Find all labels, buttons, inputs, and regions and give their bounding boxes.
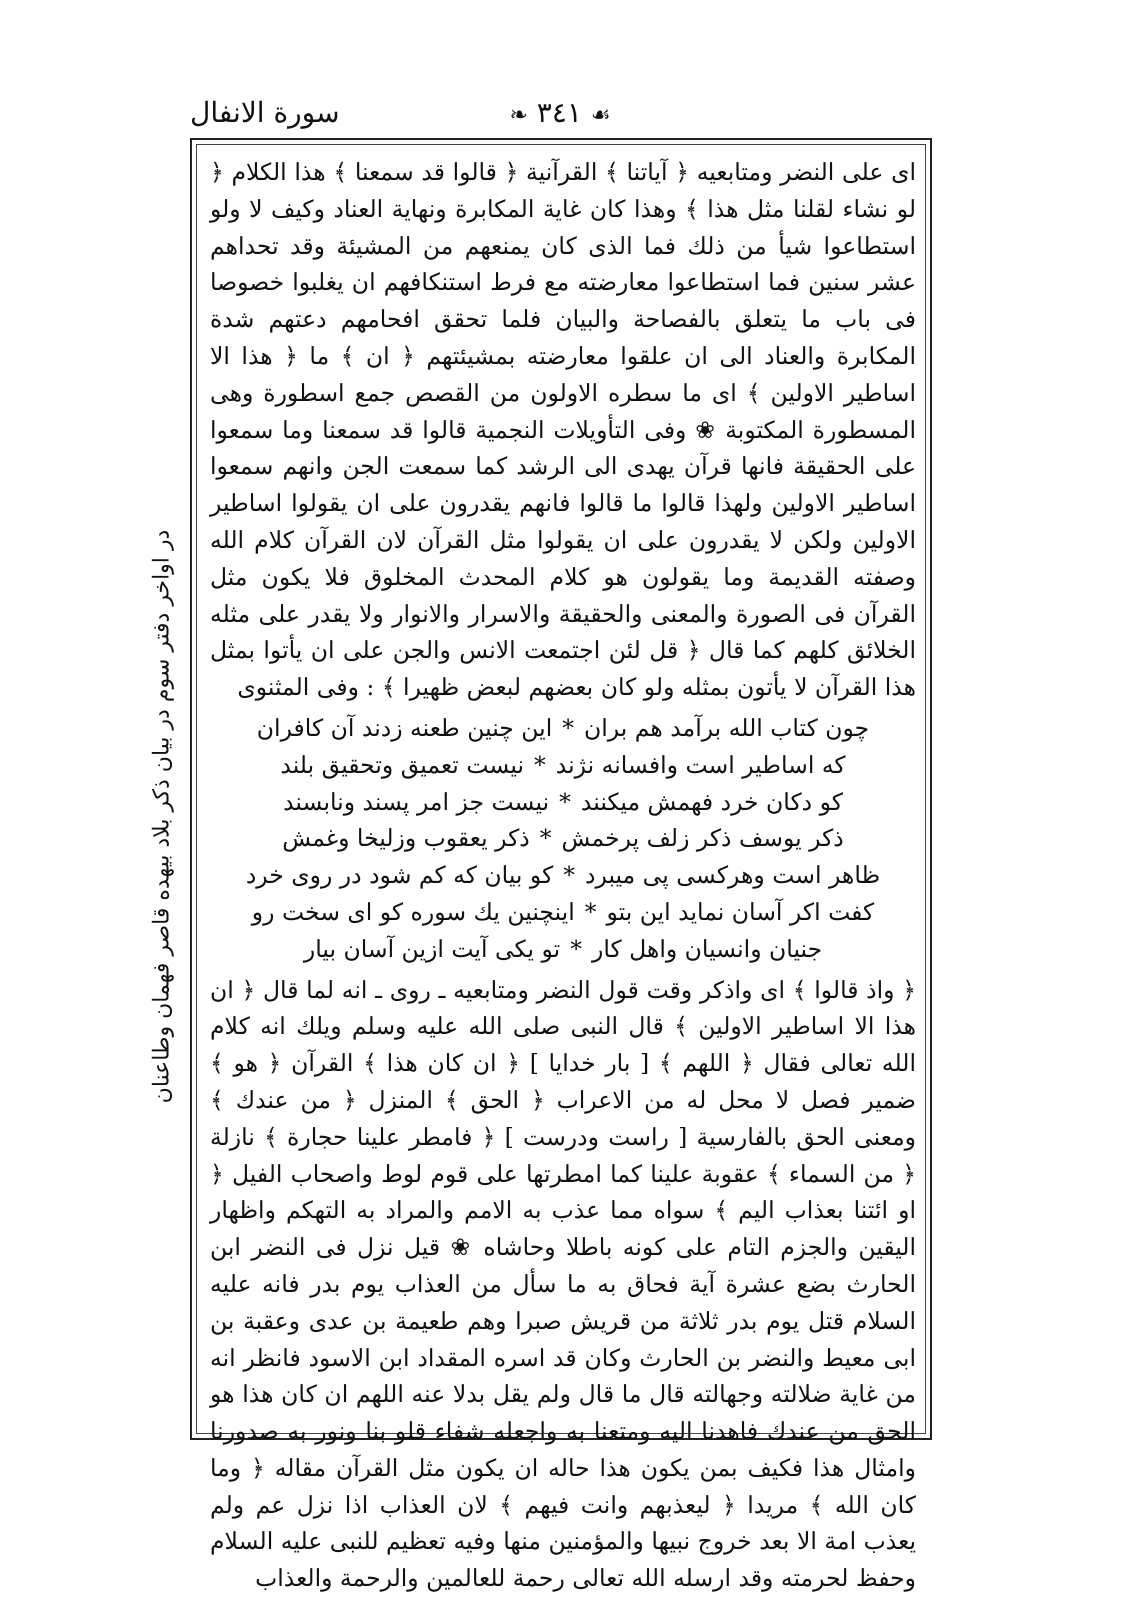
hemistich-right: كو دكان خرد فهمش ميكنند xyxy=(580,787,843,816)
page-header xyxy=(190,96,932,136)
poem-line xyxy=(210,857,916,894)
verse-separator: * xyxy=(539,824,552,853)
hemistich-right: كفت اكر آسان نمايد اين بتو xyxy=(606,897,875,926)
verse-separator: * xyxy=(534,750,546,779)
hemistich-left: نيست تعميق وتحقيق بلند xyxy=(280,750,524,779)
text-frame xyxy=(190,138,932,1593)
hemistich-left: تو يكى آيت ازين آسان بيار xyxy=(303,934,561,963)
verse-separator: * xyxy=(562,713,574,742)
verse-separator: * xyxy=(563,861,576,890)
poem-line xyxy=(210,710,916,747)
hemistich-left: نيست جز امر پسند ونابسند xyxy=(283,787,550,816)
verse-separator: * xyxy=(584,897,597,926)
paragraph: ﴿ واذ قالوا ﴾ اى واذكر وقت قول النضر ومتابعيه ـ روى ـ انه لما قال ﴿ ان هذا الا اساطير الاولين ﴾ قال النبى صلى الله عليه وسلم ويلك انه كلام الله تعالى فقال ﴿ اللهم ﴾ [ بار خدايا ] ﴿ ان كان هذا ﴾ القرآن ﴿ هو ﴾ ضمير فصل لا محل له من الاعراب ﴿ الحق ﴾ المنزل ﴿ من عندك ﴾ ومعنى الحق بالفارسية [ راست ودرست ] ﴿ فامطر علينا حجارة ﴾ نازلة ﴿ من السماء ﴾ عقوبة علينا كما امطرتها على قوم لوط واصحاب الفيل ﴿ او ائتنا بعذاب اليم ﴾ سواه مما عذب به الامم والمراد به التهكم واظهار اليقين والجزم التام على كونه باطلا وحاشاه ❀ قيل نزل فى النضر ابن الحارث بضع عشرة آية فحاق به ما سأل من العذاب يوم بدر فانه عليه السلام قتل يوم بدر ثلاثة من قريش صبرا وهم طعيمة بن عدى وعقبة بن ابى معيط والنضر بن الحارث وكان قد اسره المقداد ابن الاسود فانظر انه من غاية ضلالته وجهالته قال ما قال ولم يقل بدلا عنه اللهم ان كان هذا هو الحق من عندك فاهدنا اليه ومتعنا به واجعله شفاء قلو بنا ونور به صدورنا وامثال هذا فكيف بمن يكون هذا حاله ان يكون مثل القرآن مقاله ﴿ وما كان الله ﴾ مريدا ﴿ ليعذبهم وانت فيهم ﴾ لان العذاب اذا نزل عم ولم يعذب امة الا بعد خروج نبيها والمؤمنين منها وفيه تعظيم للنبى عليه السلام وحفظ لحرمته وقد ارسله الله تعالى رحمة للعالمين والرحمة والعذاب xyxy=(210,975,916,1593)
hemistich-right: كه اساطير است وافسانه نژند xyxy=(555,750,846,779)
hemistich-right: جنيان وانسيان واهل كار xyxy=(591,934,823,963)
margin-note-text: در اواخر دفتر سوم در بيان ذكر بلاد بيهده قاصر فهمان وطاعنان xyxy=(149,529,175,1104)
hemistich-right: چون كتاب الله برآمد هم بران xyxy=(584,713,870,742)
poem-line xyxy=(210,931,916,968)
verse-separator: * xyxy=(570,934,582,963)
hemistich-right: ظاهر است وهركسى پى ميبرد xyxy=(585,861,881,890)
margin-note xyxy=(140,520,184,1120)
page-number: ٣٤١ xyxy=(536,96,582,129)
verse-separator: * xyxy=(559,787,571,816)
ornament-left-icon: ❧ xyxy=(509,103,528,128)
hemistich-left: كو بيان كه كم شود در روى خرد xyxy=(245,861,554,890)
poem-line xyxy=(210,747,916,784)
hemistich-left: اينچنين يك سوره كو اى سخت رو xyxy=(251,897,575,926)
hemistich-left: ذكر يعقوب وزليخا وغمش xyxy=(282,824,530,853)
hemistich-right: ذكر يوسف ذكر زلف پرخمش xyxy=(561,824,844,853)
poem-line xyxy=(210,894,916,931)
mathnawi-poem xyxy=(210,710,916,968)
page-number-group xyxy=(460,96,660,129)
paragraph: اى على النضر ومتابعيه ﴿ آياتنا ﴾ القرآنية ﴿ قالوا قد سمعنا ﴾ هذا الكلام ﴿ لو نشاء لقلنا مثل هذا ﴾ وهذا كان غاية المكابرة ونهاية العناد وكيف لا ولو استطاعوا شيأ من ذلك فما الذى كان يمنعهم من المشيئة وقد تحداهم عشر سنين فما استطاعوا معارضته مع فرط استنكافهم ان يغلبوا خصوصا فى باب ما يتعلق بالفصاحة والبيان فلما تحقق افحامهم دعتهم شدة المكابرة والعناد الى ان علقوا معارضته بمشيئتهم ﴿ ان ﴾ ما ﴿ هذا الا اساطير الاولين ﴾ اى ما سطره الاولون من القصص جمع اسطورة وهى المسطورة المكتوبة ❀ وفى التأويلات النجمية قالوا قد سمعنا وما سمعوا على الحقيقة فانها قرآن يهدى الى الرشد كما سمعت الجن وانهم سمعوا اساطير الاولين ولهذا قالوا ما قالوا فانهم يقدرون على ان يقولوا اساطير الاولين ولكن لا يقدرون على ان يقولوا مثل القرآن لان القرآن كلام الله وصفته القديمة وما يقولون هو كلام المحدث المخلوق فلا يكون مثل القرآن فى الصورة والمعنى والحقيقة والاسرار والانوار ولا يقدر على مثله الخلائق كلهم كما قال ﴿ قل لئن اجتمعت الانس والجن على ان يأتوا بمثل هذا القرآن لا يأتون بمثله ولو كان بعضهم لبعض ظهيرا ﴾ : وفى المثنوى xyxy=(210,158,916,702)
hemistich-left: اين چنين طعنه زدند آن كافران xyxy=(256,713,553,742)
poem-line xyxy=(210,784,916,821)
ornament-right-icon: ☙ xyxy=(590,103,611,128)
surah-title: سورة الانفال xyxy=(190,96,340,129)
poem-line xyxy=(210,820,916,857)
main-text xyxy=(210,154,916,1597)
